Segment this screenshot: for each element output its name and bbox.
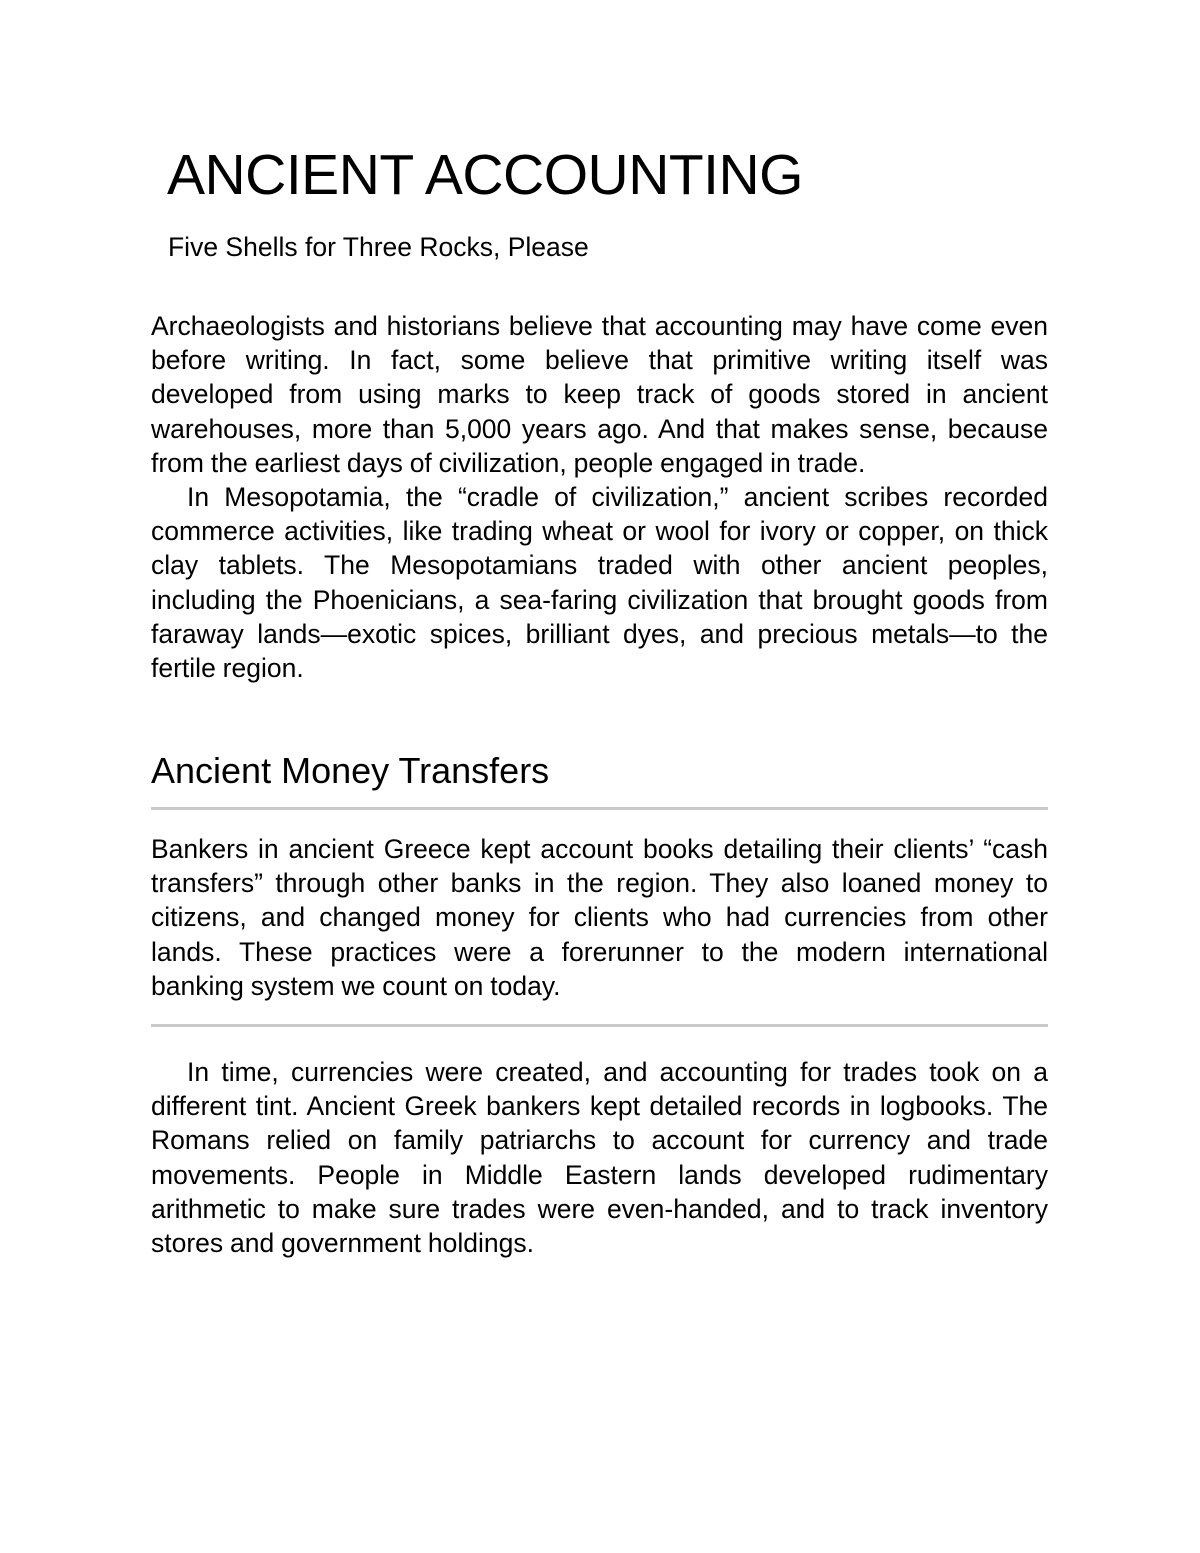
intro-paragraph-1: Archaeologists and historians believe that accounting may have come even before writing. In fact, some believe that primitive writing itself was developed from using marks to keep track of goods stored in ancient warehouses, more than 5,000 years ago. And that makes sense, because from the earliest days of civilization, people engaged in trade. — [151, 311, 1048, 478]
document-title: ANCIENT ACCOUNTING — [167, 143, 804, 207]
divider-top — [151, 807, 1048, 810]
intro-paragraph-2: In Mesopotamia, the “cradle of civilization,” ancient scribes recorded commerce activities, like trading wheat or wool for ivory or copper, on thick clay tablets. The Mesopotamians traded with other ancient peoples, including the Phoenicians, a sea-faring civilization that brought goods from faraway lands—exotic spices, brilliant dyes, and precious metals—to the fertile region. — [151, 482, 1048, 684]
intro-section — [151, 309, 1048, 685]
boxed-section — [151, 832, 1048, 1003]
document-subtitle: Five Shells for Three Rocks, Please — [168, 232, 589, 262]
closing-section — [151, 1055, 1048, 1260]
boxed-paragraph: Bankers in ancient Greece kept account books detailing their clients’ “cash transfers” through other banks in the region. They also loaned money to citizens, and changed money for clients who had currencies from other lands. These practices were a forerunner to the modern international banking system we count on today. — [151, 834, 1048, 1001]
divider-bottom — [151, 1024, 1048, 1027]
closing-paragraph: In time, currencies were created, and accounting for trades took on a different tint. Ancient Greek bankers kept detailed records in logbooks. The Romans relied on family patriarchs to account for currency and trade movements. People in Middle Eastern lands developed rudimentary arithmetic to make sure trades were even-handed, and to track inventory stores and government holdings. — [151, 1057, 1048, 1259]
section-heading: Ancient Money Transfers — [151, 750, 550, 791]
